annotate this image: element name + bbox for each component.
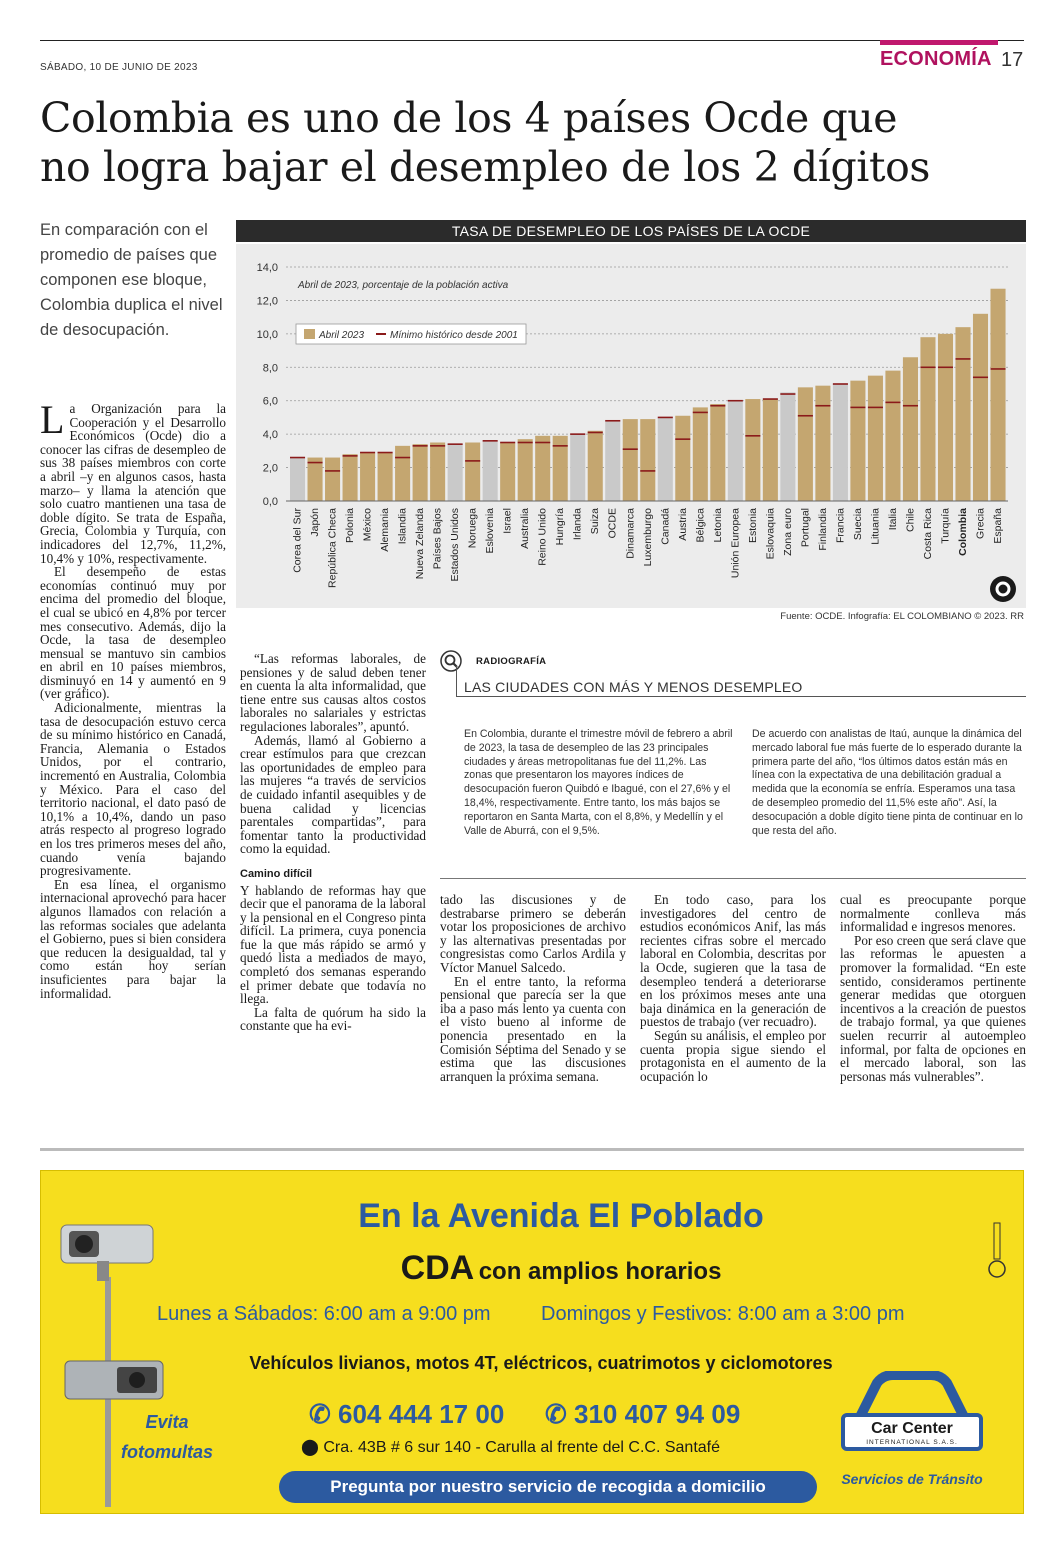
bar <box>518 439 533 501</box>
sidebar-divider <box>456 666 457 696</box>
bar <box>640 419 655 501</box>
sidebar-text-1: En Colombia, durante el trimestre móvil de febrero a abril de 2023, la tasa de desempleo de las 23 principales ciudades y áreas metropolitanas fue del 11,2%. Las zonas que presentaron los mayores índices de desocupación fueron Quibdó e Ibagué, con el 27,6% y el 18,4%, respectivamente. Entre tanto, los más bajos se reportaron en Santa Marta, con el 8,8%, y Medellín y el Valle de Aburrá, con el 9,5%. <box>464 728 733 837</box>
x-tick-label: Lituania <box>869 508 882 545</box>
x-tick-label: Austria <box>676 508 689 541</box>
ad-cda: CDA <box>400 1249 475 1287</box>
x-tick-label: Finlandia <box>816 508 829 551</box>
ad-phone-whatsapp[interactable] <box>545 1399 740 1430</box>
x-tick-label: Francia <box>834 508 847 544</box>
x-tick-label: Costa Rica <box>921 508 934 560</box>
sidebar-text-2: De acuerdo con analistas de Itaú, aunque la dinámica del mercado laboral fue más fuerte de lo esperado durante la primera parte del año, “los últimos datos están más en línea con la expectativa de una debilitación gradual a medida que la economía se enfría. Esperamos una tasa de desempleo promedio del 11,5% este año”. Así, la desocupación a doble dígito tiene pinta de continuar en lo que resta del año. <box>752 728 1023 837</box>
x-tick-label: OCDE <box>606 508 619 539</box>
x-tick-label: Grecia <box>974 508 987 539</box>
x-tick-label: Suiza <box>589 508 602 535</box>
publisher-logo-icon <box>990 576 1016 602</box>
headline-line-2: no logra bajar el desempleo de los 2 dígitos <box>40 143 931 191</box>
ad-address <box>301 1437 720 1457</box>
x-tick-label: Irlanda <box>571 508 584 541</box>
paragraph: En todo caso, para los investigadores del centro de estudios económicos Anif, las más recientes cifras sobre el mercado laboral en Colombia, descritas por la Ocde, sugieren que la tasa de desempleo tenderá a deteriorarse en los próximos meses ante una baja dinámica en la generación de puestos de trabajo (ver recuadro). <box>640 892 826 1030</box>
paragraph: En esa línea, el organismo internacional aprovechó para hacer algunos llamados con relación a las reformas sociales que adelanta el Gobierno, pues si bien considera que reducen la desigualdad, tal y como están hoy serían insuficientes para bajar la informalidad. <box>40 876 226 1001</box>
paragraph: La falta de quórum ha sido la constante que ha evi- <box>240 1004 426 1034</box>
paragraph: Y hablando de reformas hay que decir que el panorama de la laboral y la pensional en el Congreso pinta difícil. La primera, cuya ponencia fue la que más rápido se armó y quedó lista a mediados de mayo, completó dos semanas esperando el primer debate que todavía no llega. <box>240 882 426 1007</box>
brand-tagline: Servicios de Tránsito <box>841 1471 983 1487</box>
ad-phone-landline[interactable] <box>309 1399 504 1430</box>
x-tick-label: Países Bajos <box>431 508 444 570</box>
bar <box>815 386 830 501</box>
chart-source: Fuente: OCDE. Infografía: EL COLOMBIANO © 2023. RR <box>780 611 1024 622</box>
paragraph-text: a Organización para la Cooperación y el Desarrollo Económicos (Ocde) dio a conocer las cifras de desempleo de sus 38 países miembros con corte a abril –y en algunos casos, hasta marzo– y llama la atención que solo cuatro mantienen una tasa de doble dígito. Se trata de España, Grecia, Colombia y Turquía, con indicadores del 12,7%, 11,2%, 10,4% y 10%, respectivamente. <box>40 401 226 566</box>
x-tick-label: Unión Europea <box>729 507 742 579</box>
seal-icon <box>987 1219 1007 1279</box>
ad-evita-text <box>107 1407 227 1467</box>
drop-cap: L <box>40 397 65 442</box>
chart-title: TASA DE DESEMPLEO DE LOS PAÍSES DE LA OCDE <box>236 220 1026 242</box>
bar <box>903 357 918 501</box>
evita-line-1: Evita <box>145 1412 189 1432</box>
section-color-bar <box>880 40 998 45</box>
x-tick-label: Suecia <box>851 508 864 541</box>
y-tick-label: 4,0 <box>262 429 278 442</box>
brand-sub: INTERNATIONAL S.A.S. <box>866 1439 958 1446</box>
phone-icon: ✆ <box>309 1399 339 1429</box>
bar <box>728 401 743 501</box>
bar <box>763 399 778 501</box>
x-tick-label: Zona euro <box>781 508 794 556</box>
bar <box>465 443 480 502</box>
bar <box>693 407 708 501</box>
ad-cda-sub: con amplios horarios <box>478 1258 722 1285</box>
x-tick-label: Japón <box>309 508 322 537</box>
ad-hours-weekends: Domingos y Festivos: 8:00 am a 3:00 pm <box>541 1303 905 1325</box>
bar <box>360 453 375 501</box>
ad-vehicles: Vehículos livianos, motos 4T, eléctricos, cuatrimotos y ciclomotores <box>249 1353 833 1373</box>
y-tick-label: 6,0 <box>262 395 278 408</box>
x-tick-label: Dinamarca <box>624 508 637 559</box>
bar <box>535 436 550 501</box>
bar <box>290 458 305 501</box>
bar <box>395 446 410 501</box>
sidebar-bottom-rule <box>440 878 1026 879</box>
bar <box>868 376 883 501</box>
bar <box>605 421 620 501</box>
phone-number: 310 407 94 09 <box>574 1399 741 1429</box>
phone-number: 604 444 17 00 <box>338 1399 505 1429</box>
paragraph <box>40 397 226 566</box>
ad-headline: En la Avenida El Poblado <box>358 1197 764 1235</box>
x-tick-label: Noruega <box>466 508 479 549</box>
x-tick-label: Turquía <box>939 508 952 544</box>
lead-paragraph: En comparación con el promedio de países que componen ese bloque, Colombia duplica el nivel de desocupación. <box>40 221 223 339</box>
address-text: Cra. 43B # 6 sur 140 - Carulla al frente del C.C. Santafé <box>323 1439 721 1456</box>
bar <box>885 371 900 501</box>
y-tick-label: 0,0 <box>262 496 278 508</box>
bar <box>430 443 445 502</box>
bar <box>343 454 358 501</box>
bar <box>745 399 760 501</box>
x-tick-label: Estados Unidos <box>449 508 462 582</box>
y-tick-label: 8,0 <box>262 362 278 375</box>
paragraph: El desempeño de estas economías continuó muy por encima del promedio del bloque, el cual se ubicó en 4,8% por tercer mes consecutivo. Además, dijo la Ocde, la tasa de desempleo mensual se mantuvo sin cambios en abril en 10 países miembros, disminuyó en 14 y aumentó en 9 (ver gráfico). <box>40 564 226 702</box>
top-rule <box>40 40 1024 41</box>
evita-line-2: fotomultas <box>121 1442 213 1462</box>
x-tick-label: Bélgica <box>694 508 707 543</box>
location-pin-icon: ⬤ <box>301 1439 324 1456</box>
y-tick-label: 12,0 <box>256 295 278 308</box>
x-tick-label: Luxemburgo <box>641 508 654 567</box>
ad-cta-banner[interactable]: Pregunta por nuestro servicio de recogida a domicilio <box>279 1471 817 1503</box>
bar <box>938 334 953 501</box>
bar <box>850 381 865 501</box>
x-tick-label: Canadá <box>659 508 672 545</box>
bar <box>325 458 340 501</box>
x-tick-label: Alemania <box>379 508 392 552</box>
bar <box>973 314 988 501</box>
headline-line-1: Colombia es uno de los 4 países Ocde que <box>40 94 898 142</box>
paragraph: Además, llamó al Gobierno a crear estímulos para que crezcan las oportunidades de empleo para las mujeres “a través de servicios de cuidado infantil asequibles y de buena calidad y licencias parentales compartidas”, para fomentar tanto la productividad como la equidad. <box>240 732 426 857</box>
y-tick-label: 14,0 <box>256 262 278 274</box>
x-tick-label: República Checa <box>326 508 339 588</box>
article-column-3 <box>440 893 626 1083</box>
paragraph: Según su análisis, el empleo por cuenta propia sigue siendo el protagonista en el aumento de la ocupación lo <box>640 1027 826 1084</box>
paragraph: tado las discusiones y de destrabarse primero se deberán votar los proposiciones de archivo y las alternativas presentadas por congresistas como Carlos Ardila y Víctor Manuel Salcedo. <box>440 892 626 975</box>
ad-subheadline <box>341 1249 781 1288</box>
paragraph: “Las reformas laborales, de pensiones y de salud deben tener en cuenta la alta informalidad, que tiene entre sus causas altos costos laborales no salariales y estrictas regulaciones laborales”, apuntó. <box>240 651 426 734</box>
x-tick-label: Reino Unido <box>536 508 549 566</box>
bar <box>658 417 673 501</box>
bar <box>920 337 935 501</box>
chart-subtitle: Abril de 2023, porcentaje de la población activa <box>298 280 509 291</box>
bar <box>500 443 515 502</box>
bar <box>378 453 393 501</box>
article-column-2 <box>240 652 426 1033</box>
brand-name: Car Center <box>871 1420 953 1437</box>
car-center-logo <box>837 1371 987 1463</box>
subheading: Camino difícil <box>240 867 313 880</box>
legend-label: Abril 2023 <box>319 330 365 341</box>
x-tick-label: Chile <box>904 508 917 532</box>
sidebar-label: RADIOGRAFÍA <box>476 656 547 667</box>
bar <box>483 441 498 501</box>
x-tick-label: Letonia <box>711 508 724 543</box>
y-tick-label: 10,0 <box>256 328 278 341</box>
ad-separator <box>40 1148 1024 1151</box>
x-tick-label: Hungría <box>554 508 567 546</box>
bar <box>675 416 690 501</box>
x-tick-label: Corea del Sur <box>291 508 304 573</box>
article-column-5 <box>840 893 1026 1083</box>
x-tick-label: Nueva Zelanda <box>414 508 427 580</box>
legend-swatch-bar <box>304 329 315 339</box>
ad-hours-weekdays: Lunes a Sábados: 6:00 am a 9:00 pm <box>157 1303 491 1325</box>
unemployment-bar-chart <box>236 244 1026 608</box>
x-tick-label: Islandia <box>396 508 409 545</box>
section-name: ECONOMÍA <box>880 48 992 70</box>
x-tick-label: Polonia <box>344 508 357 544</box>
page-number: 17 <box>1001 49 1024 71</box>
bar <box>308 458 323 501</box>
headline <box>40 94 1030 192</box>
bar <box>833 384 848 501</box>
bar <box>780 392 795 501</box>
bar <box>798 387 813 501</box>
bar <box>990 289 1005 501</box>
bar <box>955 327 970 501</box>
article-column-1 <box>40 397 226 1001</box>
bar <box>448 444 463 501</box>
x-tick-label: Eslovaquia <box>764 508 777 560</box>
x-tick-label: Estonia <box>746 508 759 544</box>
y-tick-label: 2,0 <box>262 462 278 475</box>
sidebar-title: LAS CIUDADES CON MÁS Y MENOS DESEMPLEO <box>464 679 803 695</box>
x-tick-label: Israel <box>501 508 514 534</box>
x-tick-label: México <box>361 508 374 542</box>
paragraph: cual es preocupante porque normalmente conlleva más informalidad e ingresos menores. <box>840 892 1026 935</box>
bar <box>710 404 725 501</box>
advertisement[interactable] <box>40 1170 1024 1514</box>
x-tick-label: Portugal <box>799 508 812 548</box>
paragraph: Adicionalmente, mientras la tasa de desocupación estuvo cerca de su mínimo histórico en Canadá, Francia, Alemania o Estados Unidos, por el contrario, incrementó en Australia, Colombia y México. Para el caso del territorio nacional, el dato pasó de 10,1% a 10,4%, dando un paso atrás respecto al progreso logrado en los tres primeros meses del año, cuando venía bajando progresivamente. <box>40 700 226 879</box>
bar <box>588 431 603 501</box>
bar <box>413 444 428 501</box>
x-tick-label: España <box>992 508 1005 544</box>
issue-date: SÁBADO, 10 DE JUNIO DE 2023 <box>40 62 198 73</box>
bar <box>570 434 585 501</box>
x-tick-label: Italia <box>886 508 899 531</box>
paragraph: Por eso creen que será clave que las reformas le apuesten a promover la formalidad. “En este sentido, consideramos pertinente generar medidas que otorguen incentivos a la creación de puestos de trabajo formal, ya que quienes suelen recurrir al autoempleo informal, por falta de opciones en el mercado laboral, son las personas más vulnerables”. <box>840 932 1026 1084</box>
magnifier-icon <box>440 650 462 672</box>
x-tick-label: Colombia <box>956 508 969 556</box>
bar <box>623 419 638 501</box>
whatsapp-icon: ✆ <box>545 1399 575 1429</box>
sidebar-rule <box>456 696 1026 697</box>
x-tick-label: Australia <box>519 508 532 549</box>
legend-label: Mínimo histórico desde 2001 <box>390 330 518 341</box>
paragraph: En el entre tanto, la reforma pensional que parecía ser la que iba a paso más lento ya cuenta con el visto bueno al informe de ponencia presentado en la Comisión Séptima del Senado y se estima que las discusiones arranquen la próxima semana. <box>440 973 626 1084</box>
article-column-4 <box>640 893 826 1083</box>
x-tick-label: Eslovenia <box>484 508 497 554</box>
